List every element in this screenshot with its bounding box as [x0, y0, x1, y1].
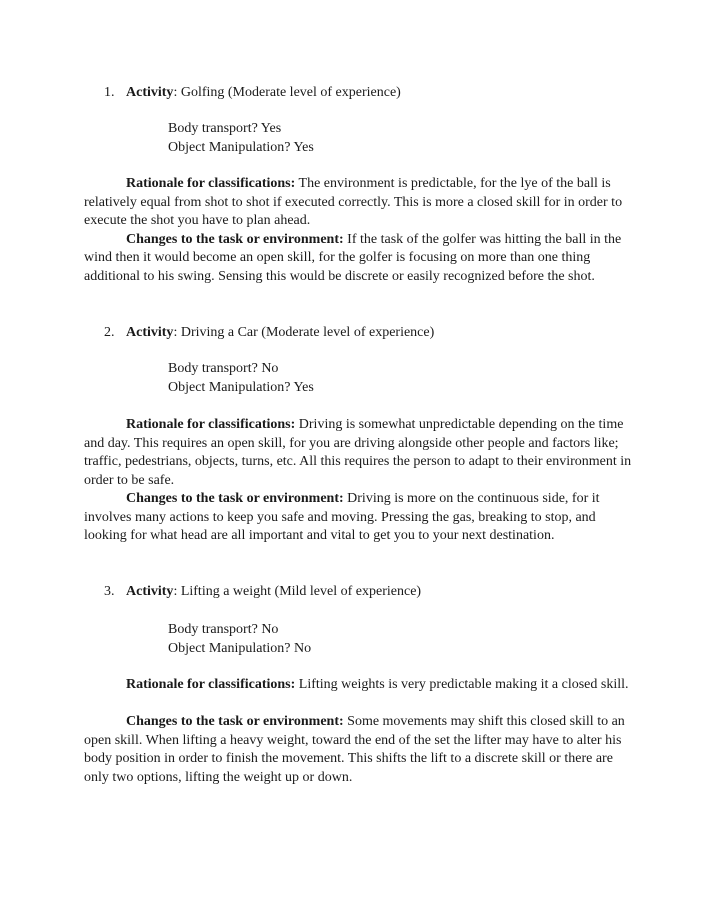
rationale-heading: Rationale for classifications:: [126, 677, 296, 692]
activity-label: Activity: [126, 85, 174, 100]
changes-heading: Changes to the task or environment:: [126, 231, 344, 247]
activity-2-rationale: [84, 416, 636, 490]
rationale-text: The environment is predictable, for the lye of the ball is relatively equal from shot to shot if executed correctly. This is more a closed skill for in order to execute the shot you have to plan ahead.: [84, 176, 623, 228]
activity-title: : Driving a Car (Moderate level of experience): [173, 325, 435, 340]
rationale-heading: Rationale for classifications:: [126, 417, 296, 432]
activity-2-heading: [104, 324, 434, 342]
activity-3-rationale: [84, 676, 636, 695]
activity-3-object-manipulation: Object Manipulation? No: [168, 640, 312, 656]
activity-3-heading: [104, 583, 421, 601]
activity-title: : Lifting a weight (Mild level of experience): [173, 584, 422, 599]
activity-1-body-transport: Body transport? Yes: [168, 121, 282, 136]
activity-3-changes: [84, 713, 636, 787]
changes-heading: Changes to the task or environment:: [126, 491, 344, 506]
changes-text: If the task of the golfer was hitting the ball in the wind then it would become an open skill, for the golfer is focusing on more than one thing additional to his swing. Sensing this would be discrete or easily recognized before the shot.: [84, 231, 622, 284]
changes-heading: Changes to the task or environment:: [126, 714, 344, 729]
rationale-text: Driving is somewhat unpredictable depending on the time and day. This requires an open skill, for you are driving alongside other people and factors like; traffic, pedestrians, objects, turns, etc. All this requires the person to adapt to their environment in order to be safe.: [84, 417, 632, 488]
activity-title: : Golfing (Moderate level of experience): [173, 85, 401, 100]
activity-2-changes: [84, 490, 636, 546]
changes-text: Some movements may shift this closed skill to an open skill. When lifting a heavy weight, toward the end of the set the lifter may have to alter his body position in order to finish the movement. This shifts the lift to a discrete skill or there are only two options, lifting the weight up or down.: [84, 714, 625, 785]
list-number: 1.: [104, 85, 115, 100]
activity-label: Activity: [126, 325, 174, 340]
activity-1-changes: [84, 231, 636, 287]
list-number: 2.: [104, 325, 115, 340]
rationale-heading: Rationale for classifications:: [126, 176, 296, 191]
activity-1-object-manipulation: Object Manipulation? Yes: [168, 139, 314, 155]
activity-2-object-manipulation: Object Manipulation? Yes: [168, 379, 314, 395]
activity-label: Activity: [126, 584, 174, 599]
activity-1-rationale: [84, 175, 636, 231]
rationale-text: Lifting weights is very predictable making it a closed skill.: [295, 677, 629, 692]
activity-3-body-transport: Body transport? No: [168, 622, 279, 637]
activity-2-body-transport: Body transport? No: [168, 361, 279, 376]
list-number: 3.: [104, 584, 115, 599]
activity-1-heading: [104, 84, 401, 102]
changes-text: Driving is more on the continuous side, for it involves many actions to keep you safe and moving. Pressing the gas, breaking to stop, and looking for what head are all important and vital to get you to your next destination.: [84, 491, 600, 543]
